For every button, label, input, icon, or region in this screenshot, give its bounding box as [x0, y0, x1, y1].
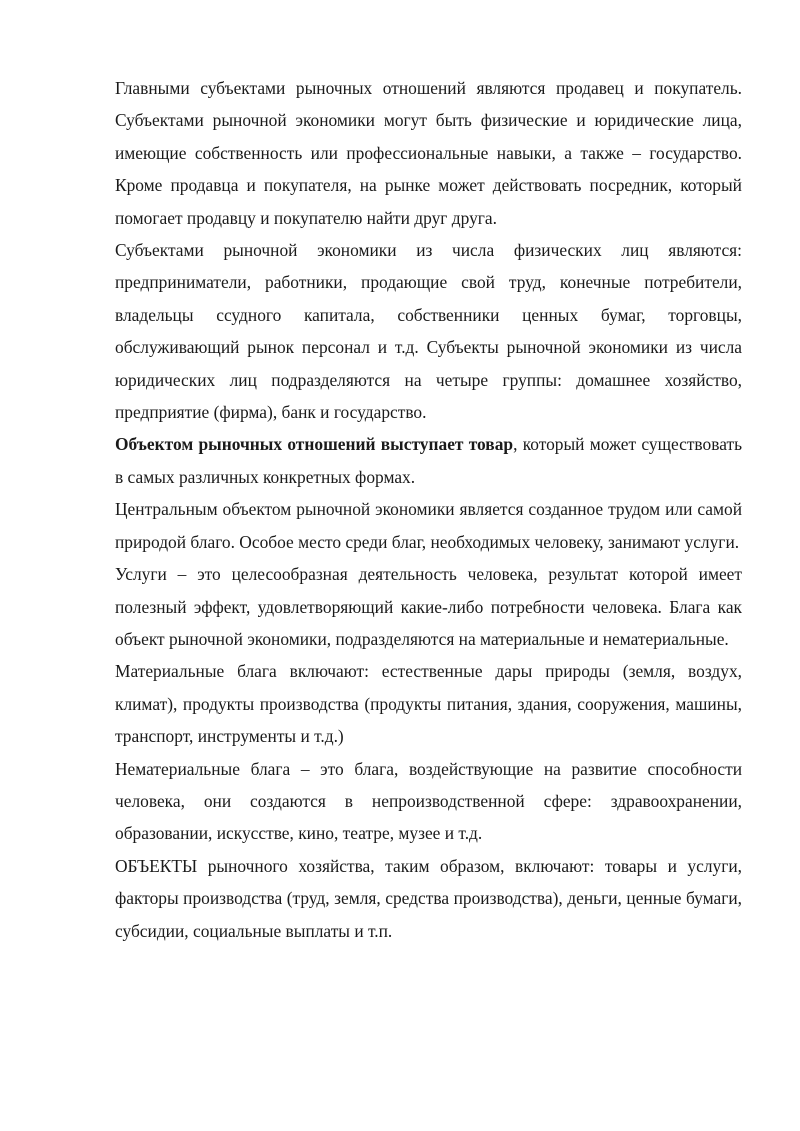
- bold-lead-text: Объектом рыночных отношений выступает товар: [115, 434, 514, 455]
- paragraph-material-goods: Материальные блага включают: естественные дары природы (земля, воздух, климат), продукты производства (продукты питания, здания, сооружения, машины, транспорт, инструменты и т.д.): [115, 661, 742, 747]
- paragraph-market-subjects: Главными субъектами рыночных отношений являются продавец и покупатель. Субъектами рыночной экономики могут быть физические и юридические лица, имеющие собственность или профессиональные навыки, а также – государство. Кроме продавца и покупателя, на рынке может действовать посредник, который помогает продавцу и покупателю найти друг друга.: [115, 78, 742, 228]
- paragraph-object-goods: [115, 428, 742, 493]
- document-page: [115, 72, 742, 947]
- paragraph-individual-subjects: Субъектами рыночной экономики из числа физических лиц являются: предприниматели, работники, продающие свой труд, конечные потребители, владельцы ссудного капитала, собственники ценных бумаг, торговцы, обслуживающий рынок персонал и т.д. Субъекты рыночной экономики из числа юридических лиц подразделяются на четыре группы: домашнее хозяйство, предприятие (фирма), банк и государство.: [115, 240, 742, 423]
- paragraph-nonmaterial-goods: Нематериальные блага – это блага, воздействующие на развитие способности человека, они создаются в непроизводственной сфере: здравоохранении, образовании, искусстве, кино, театре, музее и т.д.: [115, 758, 742, 844]
- paragraph-services: Услуги – это целесообразная деятельность человека, результат которой имеет полезный эффект, удовлетворяющий какие-либо потребности человека. Блага как объект рыночной экономики, подразделяются на материальные и нематериальные.: [115, 564, 742, 649]
- paragraph-market-objects: ОБЪЕКТЫ рыночного хозяйства, таким образом, включают: товары и услуги, факторы производства (труд, земля, средства производства), деньги, ценные бумаги, субсидии, социальные выплаты и т.п.: [115, 855, 742, 941]
- paragraph-central-object: Центральным объектом рыночной экономики является созданное трудом или самой природой благо. Особое место среди благ, необходимых человеку, занимают услуги.: [115, 499, 742, 552]
- paragraph-text: , который может существовать в самых различных конкретных формах.: [115, 434, 742, 487]
